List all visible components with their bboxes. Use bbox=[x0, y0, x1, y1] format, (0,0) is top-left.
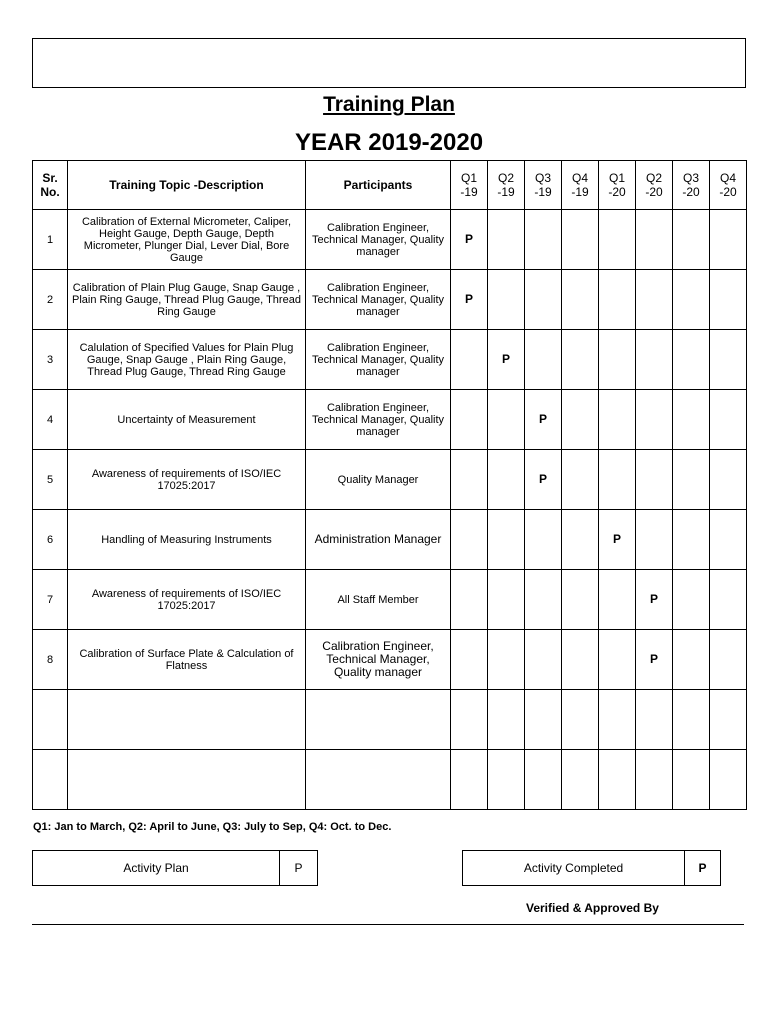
cell-topic bbox=[68, 690, 306, 750]
cell-quarter bbox=[562, 390, 599, 450]
plan-mark: P bbox=[650, 652, 659, 666]
cell-quarter bbox=[636, 210, 673, 270]
cell-quarter bbox=[710, 570, 747, 630]
cell-quarter bbox=[636, 330, 673, 390]
table-header-row bbox=[33, 161, 747, 210]
cell-quarter bbox=[488, 330, 525, 390]
cell-quarter bbox=[525, 570, 562, 630]
header-quarter: Q3 -20 bbox=[673, 161, 710, 210]
cell-topic: Awareness of requirements of ISO/IEC 17025:2017 bbox=[68, 570, 306, 630]
cell-quarter bbox=[451, 390, 488, 450]
legend-plan-label: Activity Plan bbox=[33, 851, 280, 885]
legend-activity-plan bbox=[32, 850, 318, 886]
cell-quarter bbox=[488, 690, 525, 750]
cell-quarter bbox=[673, 570, 710, 630]
table-row bbox=[33, 630, 747, 690]
plan-mark: P bbox=[613, 532, 622, 546]
plan-mark: P bbox=[539, 412, 548, 426]
cell-topic: Uncertainty of Measurement bbox=[68, 390, 306, 450]
cell-participants: Calibration Engineer, Technical Manager, Quality manager bbox=[306, 390, 451, 450]
cell-quarter bbox=[636, 570, 673, 630]
legend-plan-symbol: P bbox=[294, 861, 303, 875]
cell-topic: Calibration of External Micrometer, Caliper, Height Gauge, Depth Gauge, Depth Micrometer, Plunger Dial, Lever Dial, Bore Gauge bbox=[68, 210, 306, 270]
cell-quarter bbox=[636, 450, 673, 510]
cell-topic: Awareness of requirements of ISO/IEC 17025:2017 bbox=[68, 450, 306, 510]
cell-sr-no: 1 bbox=[33, 210, 68, 270]
cell-quarter bbox=[673, 510, 710, 570]
cell-sr-no bbox=[33, 690, 68, 750]
cell-quarter bbox=[525, 750, 562, 810]
cell-quarter bbox=[488, 570, 525, 630]
cell-participants: Calibration Engineer, Technical Manager, Quality manager bbox=[306, 210, 451, 270]
cell-participants: Calibration Engineer, Technical Manager, Quality manager bbox=[306, 270, 451, 330]
cell-quarter bbox=[525, 390, 562, 450]
cell-participants bbox=[306, 690, 451, 750]
plan-mark: P bbox=[465, 232, 474, 246]
cell-quarter bbox=[636, 390, 673, 450]
cell-quarter bbox=[710, 330, 747, 390]
header-quarter: Q2 -19 bbox=[488, 161, 525, 210]
cell-topic: Calibration of Plain Plug Gauge, Snap Gauge , Plain Ring Gauge, Thread Plug Gauge, Thread Ring Gauge bbox=[68, 270, 306, 330]
cell-quarter bbox=[451, 570, 488, 630]
cell-quarter bbox=[525, 510, 562, 570]
cell-quarter bbox=[451, 690, 488, 750]
cell-quarter bbox=[562, 570, 599, 630]
cell-quarter bbox=[451, 330, 488, 390]
signature-line bbox=[32, 924, 744, 925]
cell-participants: Administration Manager bbox=[306, 510, 451, 570]
cell-quarter bbox=[562, 270, 599, 330]
cell-quarter bbox=[562, 210, 599, 270]
cell-quarter bbox=[673, 450, 710, 510]
table-row bbox=[33, 750, 747, 810]
cell-quarter bbox=[562, 330, 599, 390]
cell-quarter bbox=[562, 510, 599, 570]
cell-quarter bbox=[599, 630, 636, 690]
cell-sr-no: 7 bbox=[33, 570, 68, 630]
training-plan-table bbox=[32, 160, 747, 810]
legend-completed-symbol: P bbox=[698, 861, 707, 875]
cell-quarter bbox=[599, 750, 636, 810]
plan-mark: P bbox=[502, 352, 511, 366]
cell-sr-no: 6 bbox=[33, 510, 68, 570]
cell-sr-no: 4 bbox=[33, 390, 68, 450]
cell-quarter bbox=[710, 450, 747, 510]
verified-approved-label: Verified & Approved By bbox=[526, 901, 659, 915]
cell-quarter bbox=[525, 690, 562, 750]
cell-participants: Quality Manager bbox=[306, 450, 451, 510]
cell-quarter bbox=[710, 750, 747, 810]
cell-participants: Calibration Engineer, Technical Manager, Quality manager bbox=[306, 330, 451, 390]
cell-quarter bbox=[710, 690, 747, 750]
header-quarter: Q4 -19 bbox=[562, 161, 599, 210]
cell-participants: Calibration Engineer, Technical Manager, Quality manager bbox=[306, 630, 451, 690]
cell-quarter bbox=[488, 270, 525, 330]
legend-activity-completed bbox=[462, 850, 721, 886]
cell-topic: Handling of Measuring Instruments bbox=[68, 510, 306, 570]
quarter-note: Q1: Jan to March, Q2: April to June, Q3: July to Sep, Q4: Oct. to Dec. bbox=[33, 821, 392, 833]
cell-quarter bbox=[451, 510, 488, 570]
cell-quarter bbox=[488, 450, 525, 510]
header-box bbox=[32, 38, 746, 88]
cell-quarter bbox=[710, 270, 747, 330]
header-topic: Training Topic -Description bbox=[68, 161, 306, 210]
cell-quarter bbox=[525, 630, 562, 690]
cell-quarter bbox=[451, 450, 488, 510]
cell-quarter bbox=[451, 750, 488, 810]
cell-quarter bbox=[599, 570, 636, 630]
cell-quarter bbox=[488, 750, 525, 810]
cell-quarter bbox=[525, 330, 562, 390]
cell-topic bbox=[68, 750, 306, 810]
cell-quarter bbox=[488, 390, 525, 450]
cell-quarter bbox=[488, 210, 525, 270]
plan-mark: P bbox=[539, 472, 548, 486]
cell-topic: Calulation of Specified Values for Plain Plug Gauge, Snap Gauge , Plain Ring Gauge, Thread Plug Gauge, Thread Ring Gauge bbox=[68, 330, 306, 390]
cell-quarter bbox=[451, 630, 488, 690]
cell-sr-no: 5 bbox=[33, 450, 68, 510]
cell-sr-no: 8 bbox=[33, 630, 68, 690]
cell-participants bbox=[306, 750, 451, 810]
cell-quarter bbox=[599, 210, 636, 270]
table-row bbox=[33, 510, 747, 570]
table-row bbox=[33, 270, 747, 330]
cell-quarter bbox=[599, 450, 636, 510]
cell-quarter bbox=[636, 630, 673, 690]
cell-quarter bbox=[599, 690, 636, 750]
cell-quarter bbox=[488, 630, 525, 690]
legend-completed-label: Activity Completed bbox=[463, 851, 685, 885]
cell-quarter bbox=[451, 270, 488, 330]
plan-mark: P bbox=[650, 592, 659, 606]
header-quarter: Q1 -20 bbox=[599, 161, 636, 210]
cell-quarter bbox=[636, 750, 673, 810]
table-row bbox=[33, 390, 747, 450]
cell-quarter bbox=[562, 450, 599, 510]
table-row bbox=[33, 690, 747, 750]
document-title: Training Plan bbox=[323, 93, 455, 116]
cell-quarter bbox=[636, 690, 673, 750]
header-quarter: Q1 -19 bbox=[451, 161, 488, 210]
cell-quarter bbox=[673, 270, 710, 330]
table-row bbox=[33, 330, 747, 390]
cell-quarter bbox=[710, 210, 747, 270]
cell-quarter bbox=[673, 750, 710, 810]
header-participants: Participants bbox=[306, 161, 451, 210]
cell-topic: Calibration of Surface Plate & Calculation of Flatness bbox=[68, 630, 306, 690]
document-year: YEAR 2019-2020 bbox=[294, 129, 484, 156]
cell-quarter bbox=[562, 630, 599, 690]
cell-quarter bbox=[488, 510, 525, 570]
cell-quarter bbox=[599, 270, 636, 330]
cell-quarter bbox=[673, 690, 710, 750]
cell-sr-no: 2 bbox=[33, 270, 68, 330]
cell-quarter bbox=[525, 270, 562, 330]
cell-quarter bbox=[525, 450, 562, 510]
cell-quarter bbox=[673, 330, 710, 390]
cell-quarter bbox=[599, 330, 636, 390]
plan-mark: P bbox=[465, 292, 474, 306]
cell-quarter bbox=[673, 210, 710, 270]
cell-quarter bbox=[673, 630, 710, 690]
header-quarter: Q4 -20 bbox=[710, 161, 747, 210]
cell-quarter bbox=[599, 510, 636, 570]
header-quarter: Q3 -19 bbox=[525, 161, 562, 210]
cell-sr-no: 3 bbox=[33, 330, 68, 390]
cell-quarter bbox=[599, 390, 636, 450]
cell-quarter bbox=[525, 210, 562, 270]
cell-quarter bbox=[562, 750, 599, 810]
cell-quarter bbox=[451, 210, 488, 270]
cell-quarter bbox=[636, 270, 673, 330]
cell-participants: All Staff Member bbox=[306, 570, 451, 630]
cell-quarter bbox=[673, 390, 710, 450]
table-row bbox=[33, 570, 747, 630]
cell-quarter bbox=[710, 390, 747, 450]
cell-quarter bbox=[710, 510, 747, 570]
cell-quarter bbox=[636, 510, 673, 570]
header-quarter: Q2 -20 bbox=[636, 161, 673, 210]
cell-quarter bbox=[562, 690, 599, 750]
cell-sr-no bbox=[33, 750, 68, 810]
table-row bbox=[33, 450, 747, 510]
table-row bbox=[33, 210, 747, 270]
header-sr-no: Sr. No. bbox=[33, 161, 68, 210]
cell-quarter bbox=[710, 630, 747, 690]
